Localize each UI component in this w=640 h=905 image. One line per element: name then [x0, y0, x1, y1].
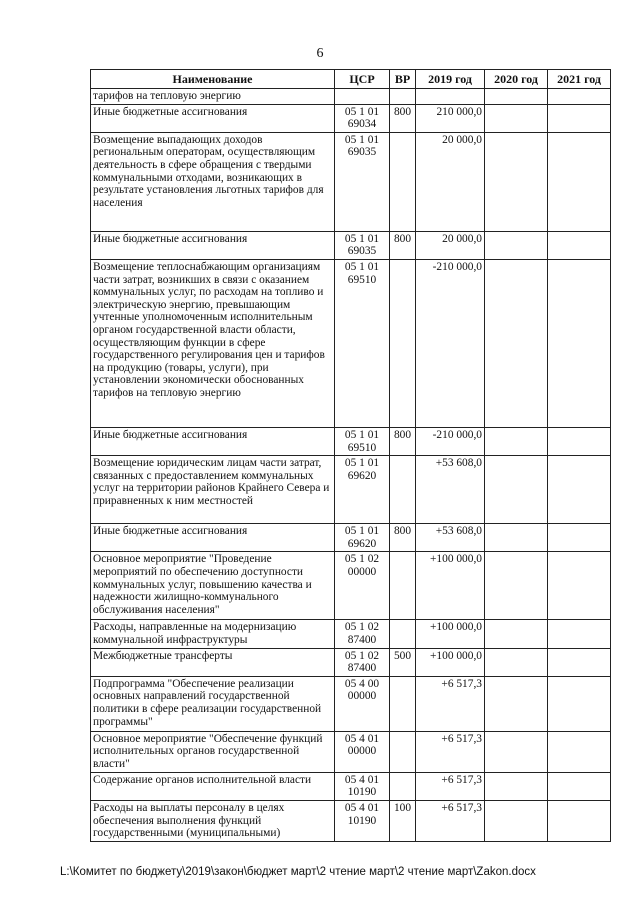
row-2021 — [548, 524, 611, 552]
row-2021 — [548, 648, 611, 676]
header-name: Наименование — [91, 70, 335, 89]
row-name: Содержание органов исполнительной власти — [91, 772, 335, 800]
row-csr: 05 1 02 87400 — [335, 620, 390, 648]
row-vr — [390, 676, 416, 731]
row-name: Расходы, направленные на модернизацию коммунальной инфраструктуры — [91, 620, 335, 648]
table-row — [91, 104, 611, 132]
header-2020: 2020 год — [485, 70, 548, 89]
row-csr: 05 1 01 69035 — [335, 231, 390, 259]
row-2020 — [485, 772, 548, 800]
table-row — [91, 89, 611, 105]
row-vr: 800 — [390, 524, 416, 552]
row-2021 — [548, 231, 611, 259]
table-row — [91, 648, 611, 676]
row-vr — [390, 552, 416, 620]
row-2019: 20 000,0 — [416, 132, 485, 231]
row-2021 — [548, 552, 611, 620]
row-2021 — [548, 104, 611, 132]
row-csr: 05 1 02 00000 — [335, 552, 390, 620]
row-2020 — [485, 259, 548, 427]
row-2021 — [548, 772, 611, 800]
row-vr — [390, 259, 416, 427]
row-csr: 05 4 00 00000 — [335, 676, 390, 731]
row-2021 — [548, 132, 611, 231]
row-2020 — [485, 231, 548, 259]
row-2019: +100 000,0 — [416, 552, 485, 620]
row-name: Расходы на выплаты персоналу в целях обеспечения выполнения функций государственными (муниципальными) — [91, 800, 335, 841]
row-2021 — [548, 676, 611, 731]
row-2020 — [485, 104, 548, 132]
row-2019: +6 517,3 — [416, 731, 485, 772]
row-2020 — [485, 552, 548, 620]
row-2020 — [485, 800, 548, 841]
row-2021 — [548, 456, 611, 524]
row-vr — [390, 456, 416, 524]
row-2020 — [485, 456, 548, 524]
row-2019: +53 608,0 — [416, 524, 485, 552]
row-vr — [390, 132, 416, 231]
row-name: Иные бюджетные ассигнования — [91, 427, 335, 455]
row-vr: 100 — [390, 800, 416, 841]
row-2020 — [485, 676, 548, 731]
row-csr: 05 1 01 69510 — [335, 427, 390, 455]
footer-file-path: L:\Комитет по бюджету\2019\закон\бюджет март\2 чтение март\2 чтение март\Zakon.docx — [60, 866, 536, 878]
row-2020 — [485, 89, 548, 105]
row-vr: 500 — [390, 648, 416, 676]
row-2019: -210 000,0 — [416, 427, 485, 455]
row-2021 — [548, 89, 611, 105]
row-2019: +6 517,3 — [416, 800, 485, 841]
row-2019: +6 517,3 — [416, 676, 485, 731]
row-2019: +100 000,0 — [416, 648, 485, 676]
table-row — [91, 259, 611, 427]
row-2019: +100 000,0 — [416, 620, 485, 648]
row-csr: 05 1 01 69034 — [335, 104, 390, 132]
header-vr: ВР — [390, 70, 416, 89]
row-2021 — [548, 731, 611, 772]
row-name: Межбюджетные трансферты — [91, 648, 335, 676]
row-2019: +6 517,3 — [416, 772, 485, 800]
row-csr — [335, 89, 390, 105]
row-csr: 05 1 01 69035 — [335, 132, 390, 231]
table-row — [91, 552, 611, 620]
row-name: Возмещение юридическим лицам части затрат, связанных с предоставлением коммунальных услуг на территории районов Крайнего Севера и приравненных к ним местностей — [91, 456, 335, 524]
row-name: Иные бюджетные ассигнования — [91, 104, 335, 132]
row-vr: 800 — [390, 104, 416, 132]
table-row — [91, 231, 611, 259]
table-header-row — [91, 70, 611, 89]
row-csr: 05 1 02 87400 — [335, 648, 390, 676]
header-2021: 2021 год — [548, 70, 611, 89]
table-row — [91, 800, 611, 841]
header-csr: ЦСР — [335, 70, 390, 89]
row-name: Иные бюджетные ассигнования — [91, 231, 335, 259]
row-vr — [390, 89, 416, 105]
row-name: Иные бюджетные ассигнования — [91, 524, 335, 552]
table-row — [91, 132, 611, 231]
row-name: Подпрограмма "Обеспечение реализации основных направлений государственной политики в сфере реализации государственной программы" — [91, 676, 335, 731]
budget-table — [90, 69, 611, 842]
row-2019: +53 608,0 — [416, 456, 485, 524]
table-row — [91, 620, 611, 648]
row-csr: 05 4 01 10190 — [335, 772, 390, 800]
row-2021 — [548, 620, 611, 648]
row-2019 — [416, 89, 485, 105]
row-vr: 800 — [390, 231, 416, 259]
row-name: Возмещение выпадающих доходов региональным операторам, осуществляющим деятельность в сфере обращения с твердыми коммунальными отходами, возникающих в результате установления льготных тарифов для населения — [91, 132, 335, 231]
row-csr: 05 1 01 69510 — [335, 259, 390, 427]
row-csr: 05 4 01 00000 — [335, 731, 390, 772]
row-2021 — [548, 800, 611, 841]
row-vr — [390, 620, 416, 648]
row-vr: 800 — [390, 427, 416, 455]
row-2021 — [548, 427, 611, 455]
row-2019: 20 000,0 — [416, 231, 485, 259]
table-row — [91, 676, 611, 731]
row-2020 — [485, 427, 548, 455]
row-2020 — [485, 524, 548, 552]
table-row — [91, 456, 611, 524]
row-2021 — [548, 259, 611, 427]
row-2020 — [485, 731, 548, 772]
header-2019: 2019 год — [416, 70, 485, 89]
table-row — [91, 772, 611, 800]
page-number: 6 — [316, 46, 324, 61]
row-2020 — [485, 620, 548, 648]
row-name: тарифов на тепловую энергию — [91, 89, 335, 105]
row-csr: 05 4 01 10190 — [335, 800, 390, 841]
table-row — [91, 731, 611, 772]
row-name: Основное мероприятие "Проведение мероприятий по обеспечению доступности коммунальных услуг, повышению качества и надежности жилищно-коммунального обслуживания населения" — [91, 552, 335, 620]
row-csr: 05 1 01 69620 — [335, 524, 390, 552]
row-csr: 05 1 01 69620 — [335, 456, 390, 524]
row-2019: -210 000,0 — [416, 259, 485, 427]
table-row — [91, 427, 611, 455]
row-2019: 210 000,0 — [416, 104, 485, 132]
table-row — [91, 524, 611, 552]
row-vr — [390, 731, 416, 772]
row-name: Основное мероприятие "Обеспечение функций исполнительных органов государственной власти" — [91, 731, 335, 772]
row-2020 — [485, 648, 548, 676]
row-2020 — [485, 132, 548, 231]
row-vr — [390, 772, 416, 800]
row-name: Возмещение теплоснабжающим организациям части затрат, возникших в связи с оказанием коммунальных услуг, по расходам на топливо и электрическую энергию, превышающим учтенные уполномоченным исполнительным органом государственной власти области, осуществляющим функции в сфере государственного регулирования цен и тарифов на продукцию (товары, услуги), при установлении экономически обоснованных тарифов на тепловую энергию — [91, 259, 335, 427]
